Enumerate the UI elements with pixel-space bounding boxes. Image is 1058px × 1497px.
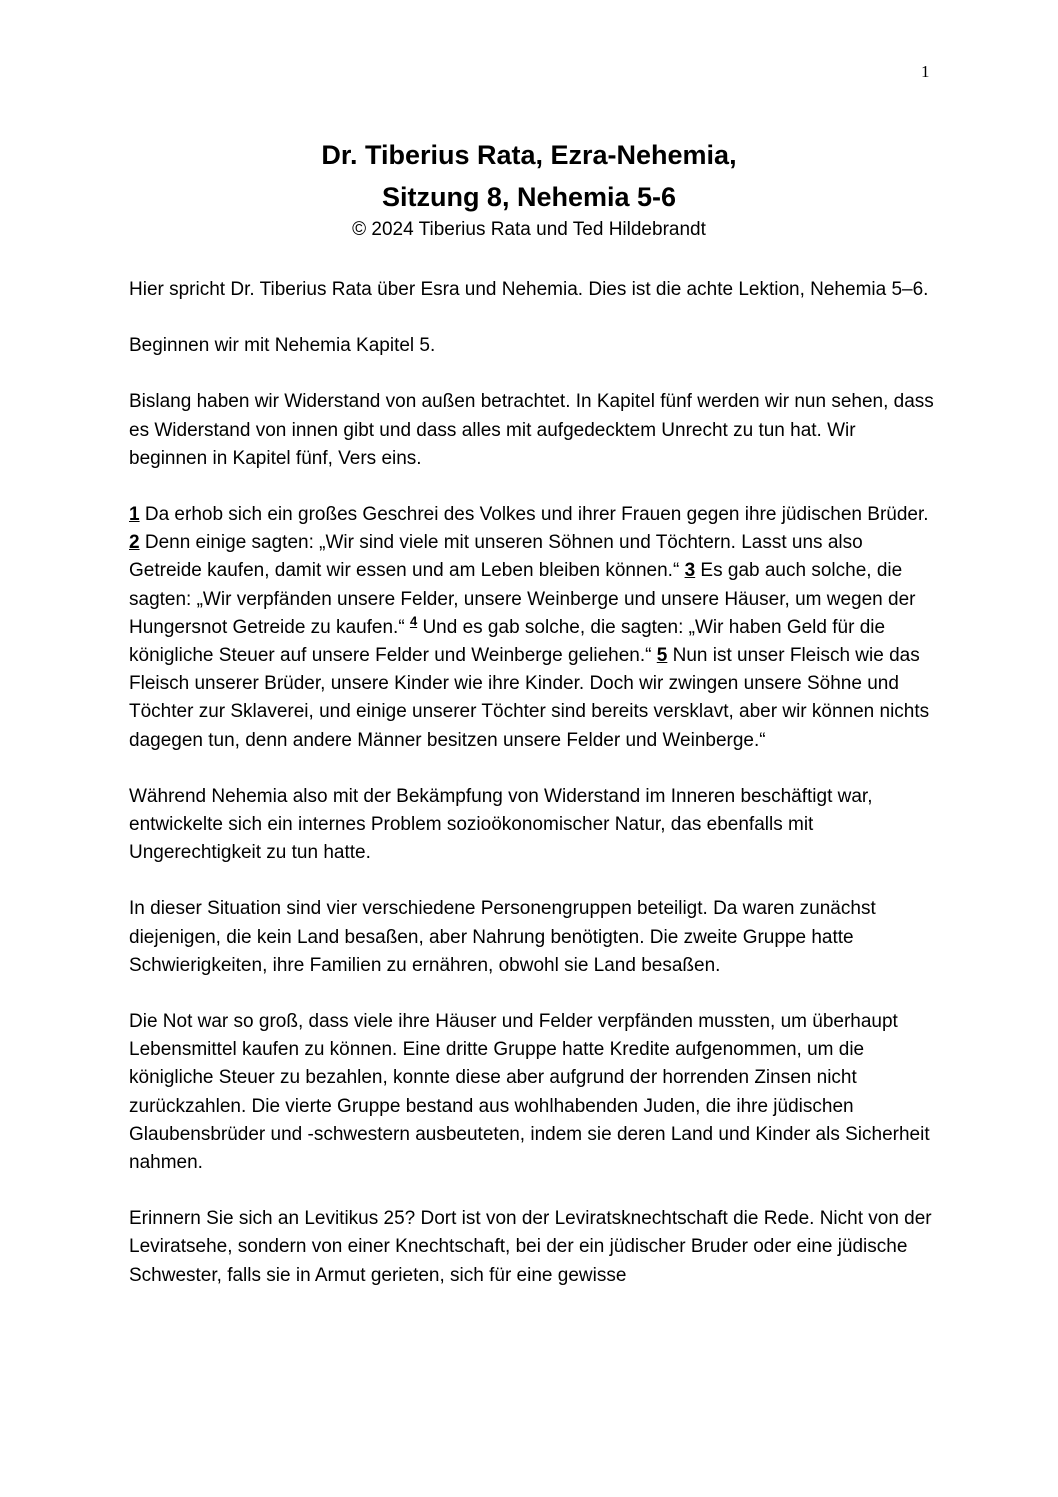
verse-number-1: 1 xyxy=(129,504,140,526)
copyright-notice: © 2024 Tiberius Rata und Ted Hildebrandt xyxy=(352,219,706,240)
verse-number-2: 2 xyxy=(129,532,140,554)
title-line-2: Sitzung 8, Nehemia 5-6 xyxy=(381,182,677,212)
verse-text-1: Da erhob sich ein großes Geschrei des Volkes und ihrer Frauen gegen ihre jüdischen Brüder. xyxy=(139,504,929,526)
begin-paragraph: Beginnen wir mit Nehemia Kapitel 5. xyxy=(129,335,436,357)
verse-text-4: Und es gab solche, die sagten: „Wir haben Geld für die königliche Steuer auf unsere Felder und Weinberge geliehen.“ xyxy=(129,616,886,667)
verse-number-3: 3 xyxy=(684,560,696,582)
document-body xyxy=(129,276,937,1318)
verse-text-2: Denn einige sagten: „Wir sind viele mit unseren Söhnen und Töchtern. Lasst uns also Getreide kaufen, damit wir essen und am Leben bleiben können.“ xyxy=(129,532,863,582)
scripture-passage xyxy=(129,501,937,755)
levitikus-paragraph: Erinnern Sie sich an Levitikus 25? Dort ist von der Leviratsknechtschaft die Rede. Nicht von der Leviratsehe, sondern von einer Knechtschaft, bei der ein jüdischer Bruder oder eine jüdische Schwester, falls sie in Armut gerieten, sich für eine gewisse xyxy=(129,1208,932,1286)
nehemia-paragraph: Während Nehemia also mit der Bekämpfung von Widerstand im Inneren beschäftigt war, entwickelte sich ein internes Problem sozioökonomischer Natur, das ebenfalls mit Ungerechtigkeit zu tun hatte. xyxy=(129,785,873,864)
verse-text-5: Nun ist unser Fleisch wie das Fleisch unserer Brüder, unsere Kinder wie ihre Kinder. Doch wir zwingen unsere Söhne und Töchter zur Sklaverei, und einige unserer Töchter sind bereits versklavt, aber wir können nichts dagegen tun, denn andere Männer besitzen unsere Felder und Weinberge.“ xyxy=(129,645,930,751)
title-line-1: Dr. Tiberius Rata, Ezra-Nehemia, xyxy=(321,140,737,170)
page-number: 1 xyxy=(921,62,930,81)
document-title xyxy=(0,134,1058,218)
groups-paragraph: In dieser Situation sind vier verschiedene Personengruppen beteiligt. Da waren zunächst diejenigen, die kein Land besaßen, aber Nahrung benötigten. Die zweite Gruppe hatte Schwierigkeiten, ihre Familien zu ernähren, obwohl sie Land besaßen. xyxy=(129,898,876,976)
resistance-paragraph: Bislang haben wir Widerstand von außen betrachtet. In Kapitel fünf werden wir nun sehen, dass es Widerstand von innen gibt und dass alles mit aufgedecktem Unrecht zu tun hat. Wir beginnen in Kapitel fünf, Vers eins. xyxy=(129,391,934,469)
verse-number-5: 5 xyxy=(656,645,668,667)
verse-text-3: Es gab auch solche, die sagten: „Wir verpfänden unsere Felder, unsere Weinberge und unsere Häuser, um wegen der Hungersnot Getreide zu kaufen.“ xyxy=(129,560,916,638)
verse-number-4: 4 xyxy=(409,613,418,629)
intro-paragraph: Hier spricht Dr. Tiberius Rata über Esra und Nehemia. Dies ist die achte Lektion, Nehemia 5–6. xyxy=(129,279,929,300)
need-paragraph: Die Not war so groß, dass viele ihre Häuser und Felder verpfänden mussten, um überhaupt Lebensmittel kaufen zu können. Eine dritte Gruppe hatte Kredite aufgenommen, um die königliche Steuer zu bezahlen, konnte diese aber aufgrund der horrenden Zinsen nicht zurückzahlen. Die vierte Gruppe bestand aus wohlhabenden Juden, die ihre jüdischen Glaubensbrüder und -schwestern ausbeuteten, indem sie deren Land und Kinder als Sicherheit nahmen. xyxy=(129,1011,930,1174)
